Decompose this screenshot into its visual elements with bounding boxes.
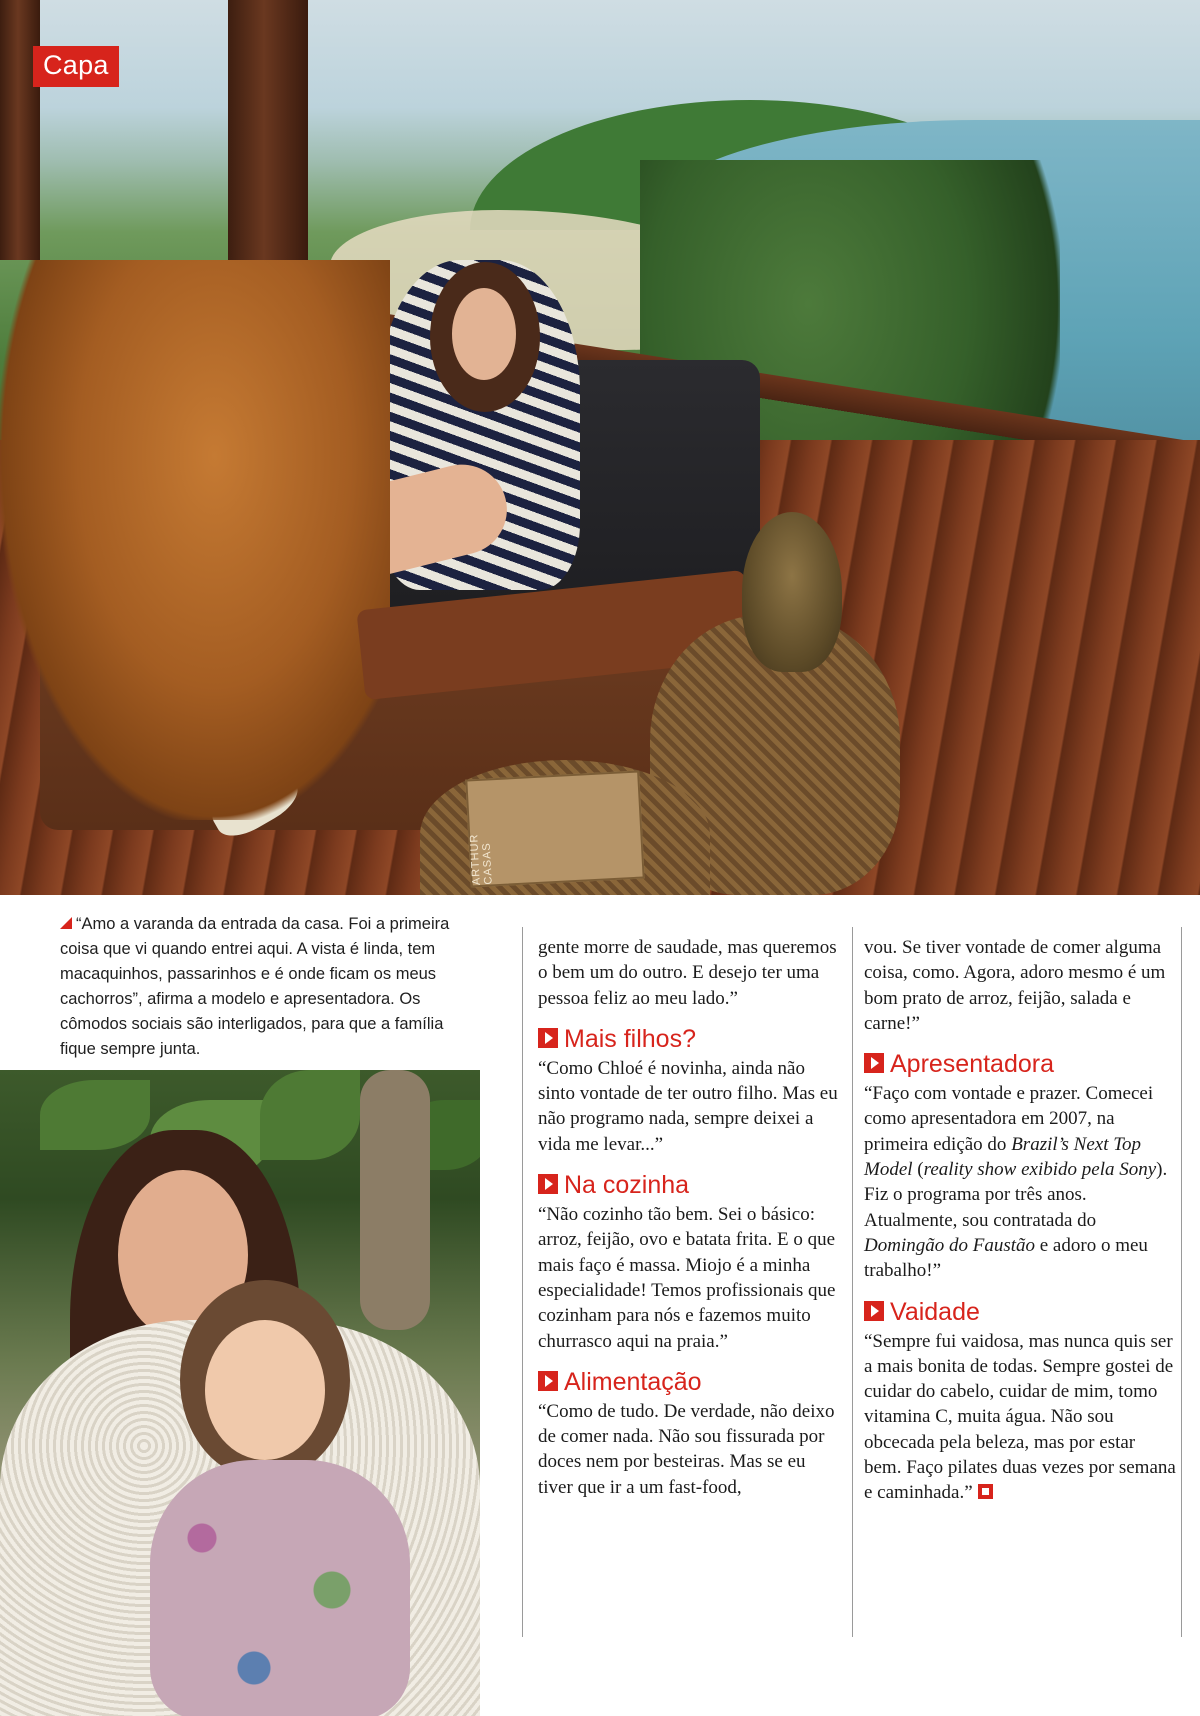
heading-text: Alimentação [564,1367,702,1396]
section-heading-apresentadora [864,1050,1176,1078]
play-box-icon [538,1174,558,1194]
section-tag: Capa [33,46,119,87]
section-text-alimentacao: “Como de tudo. De verdade, não deixo de comer nada. Não sou fissurada por doces nem por besteiras. Mas se eu tiver que ir a um fast-food, [538,1400,835,1498]
column1-intro: gente morre de saudade, mas queremos o bem um do outro. E desejo ter uma pessoa feliz ao meu lado.” [538,937,837,1009]
buddha-head-statue [742,512,842,672]
text-run: ). Fiz o programa por três anos. Atualmente, sou contratada do [864,1159,1168,1231]
woman-face [452,288,516,380]
golden-dog [0,260,390,820]
section-heading-na-cozinha [538,1171,842,1199]
article-column-1 [538,935,842,1500]
section-text-na-cozinha: “Não cozinho tão bem. Sei o básico: arroz, feijão, ovo e batata frita. E o que mais faço é massa. Miojo é a minha especialidade! Temos profissionais que cozinham para nós e fazemos muito churrasco aqui na praia.” [538,1204,836,1352]
column-rule [852,927,853,1637]
play-box-icon [864,1053,884,1073]
section-text-apresentadora [864,1081,1176,1283]
section-heading-vaidade [864,1298,1176,1326]
italic-run: reality show exibido pela Sony [923,1159,1157,1181]
tree-trunk [360,1070,430,1330]
column2-intro: vou. Se tiver vontade de comer alguma coisa, como. Agora, adoro mesmo é um bom prato de arroz, feijão, salada e carne!” [864,937,1166,1034]
section-text-mais-filhos: “Como Chloé é novinha, ainda não sinto vontade de ter outro filho. Mas eu não programo nada, sempre deixei a vida me levar...” [538,1057,838,1155]
play-box-icon [538,1028,558,1048]
caption-triangle-icon [60,917,72,929]
text-run: “Sempre fui vaidosa, mas nunca quis ser a mais bonita de todas. Sempre gostei de cuidar do cabelo, cuidar de mim, tomo vitamina C, muita água. Não sou obcecada pela beleza, mas por estar bem. Faço pilates duas vezes por semana e caminhada.” [864,1330,1176,1504]
section-text-vaidade [864,1329,1176,1506]
italic-run: Domingão do Faustão [864,1234,1035,1256]
book [465,771,644,888]
wood-post [228,0,308,300]
end-mark-icon [978,1484,993,1499]
photo-caption [60,912,480,1062]
section-heading-mais-filhos [538,1025,842,1053]
play-box-icon [538,1371,558,1391]
section-heading-alimentacao [538,1368,842,1396]
italic-run: Brazil’s Next Top Model [864,1133,1142,1181]
column-rule [522,927,523,1637]
baby-face [205,1320,325,1460]
leaf [260,1070,360,1160]
baby-floral-dress [150,1460,410,1716]
play-box-icon [864,1301,884,1321]
heading-text: Mais filhos? [564,1024,696,1053]
text-run: ( [912,1159,924,1181]
text-run: “Faço com vontade e prazer. Comecei como apresentadora em 2007, na primeira edição do [864,1083,1154,1155]
column-rule [1181,927,1182,1637]
text-run: e adoro o meu trabalho!” [864,1234,1148,1282]
book-spine-text: ARTHUR CASAS [468,833,495,886]
heading-text: Vaidade [890,1297,980,1326]
heading-text: Na cozinha [564,1171,690,1200]
heading-text: Apresentadora [890,1050,1055,1079]
wood-post [0,0,40,260]
article-column-2 [864,935,1176,1506]
mother-baby-photo [0,1070,480,1716]
caption-text: “Amo a varanda da entrada da casa. Foi a primeira coisa que vi quando entrei aqui. A vista é linda, tem macaquinhos, passarinhos e é onde ficam os meus cachorros”, afirma a modelo e apresentadora. Os cômodos sociais são interligados, para que a família fique sempre junta. [60,915,450,1058]
leaf [40,1080,150,1150]
